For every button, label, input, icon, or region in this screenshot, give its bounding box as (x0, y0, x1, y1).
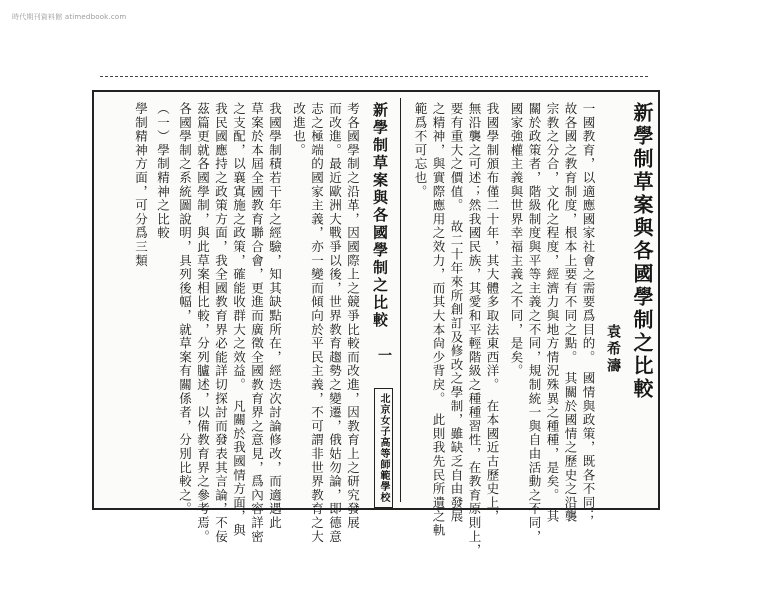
header-rule (100, 76, 648, 78)
right-text-column: 範爲不可忘也。 (413, 102, 428, 199)
school-name: 北京女子高等師範學校 (374, 388, 393, 508)
left-text-column: 各國學制之系統圖說明，具列後幅，就草案有關係者，分別比較之。 (177, 102, 193, 516)
right-text-column: 關於政策者，階級制度與平等主義之不同，規制統一與自由活動之不同， (527, 102, 542, 544)
left-text-column: 改進也。 (291, 102, 307, 158)
page-number: 一 (376, 348, 392, 362)
left-text-column: 茲篇更就各國學制，與此草案相比較，分列臚述，以備教育界之參考焉。 (195, 102, 211, 544)
running-title: 新學制草案與各國學制之比較 (371, 102, 389, 330)
right-title: 新學制草案與各國學制之比較 (630, 102, 654, 401)
left-text-column: 志之極端的國家主義，亦一變而傾向於平民主義，不可謂非世界教育之大 (309, 102, 325, 544)
author-name: 袁希濤 (605, 324, 621, 375)
right-text-column: 一國教育，以適應國家社會之需要爲目的。 國情與政策，既各不同； (581, 102, 596, 524)
left-text-column: 草案於本屆全國教育聯合會，更進而廣徵全國教育界之意見，爲內容詳密 (249, 102, 265, 544)
section-heading: （一）學制精神之比較 (155, 102, 171, 240)
right-text-column: 我國學制頒布僅二十年，其大體多取法東西洋。 在本國近古歷史上， (485, 102, 500, 524)
left-text-column: 我民國應持之政策方面，我全國教育界必能詳切探討而發表其言論，不佞 (213, 102, 229, 544)
right-text-column: 要有重大之價值。 故二十年來所創訂及修改之學制，雖缺乏自由發展 (449, 102, 464, 524)
left-text-column: 而改進。最近歐洲大戰爭以後，世界教育趨勢之變遷，俄姑勿論，即德意 (327, 102, 343, 544)
right-text-column: 無沿襲之可述；然我國民族，其愛和平輕階級之種種習性，在教育原則上， (467, 102, 482, 558)
right-text-column: 故各國之教育制度，根本上要有不同之點。 其關於國情之歷史之沿襲 (563, 102, 578, 524)
right-text-column: 之精神，與實際應用之效力，而其大本尙少背戾。 此則我先民所遺之軌 (431, 102, 446, 538)
page-divider (400, 98, 401, 502)
left-text-column: 考各國學制之沿革，因國際上之競爭比較而改進，因教育上之研究發展 (345, 102, 361, 530)
left-text-column: 學制精神方面，可分爲三類 (133, 102, 149, 268)
left-text-column: 之支配，以襄寘施之政策，確能收群大之效益。 凡關於我國情方面，與 (231, 102, 247, 538)
right-text-column: 宗教之分合，文化之程度，經濟力與地方情況殊異之種種，是矣。 其 (545, 102, 560, 524)
scanned-page (92, 90, 660, 558)
watermark: 時代期刊資料館 atimedbook.com (12, 13, 127, 21)
left-text-column: 我國學制積若干年之經驗，知其缺點所在，經迭次討論修改，而適遇此 (267, 102, 283, 530)
right-text-column: 國家強權主義與世界幸福主義之不同，是矣。 (509, 102, 524, 378)
